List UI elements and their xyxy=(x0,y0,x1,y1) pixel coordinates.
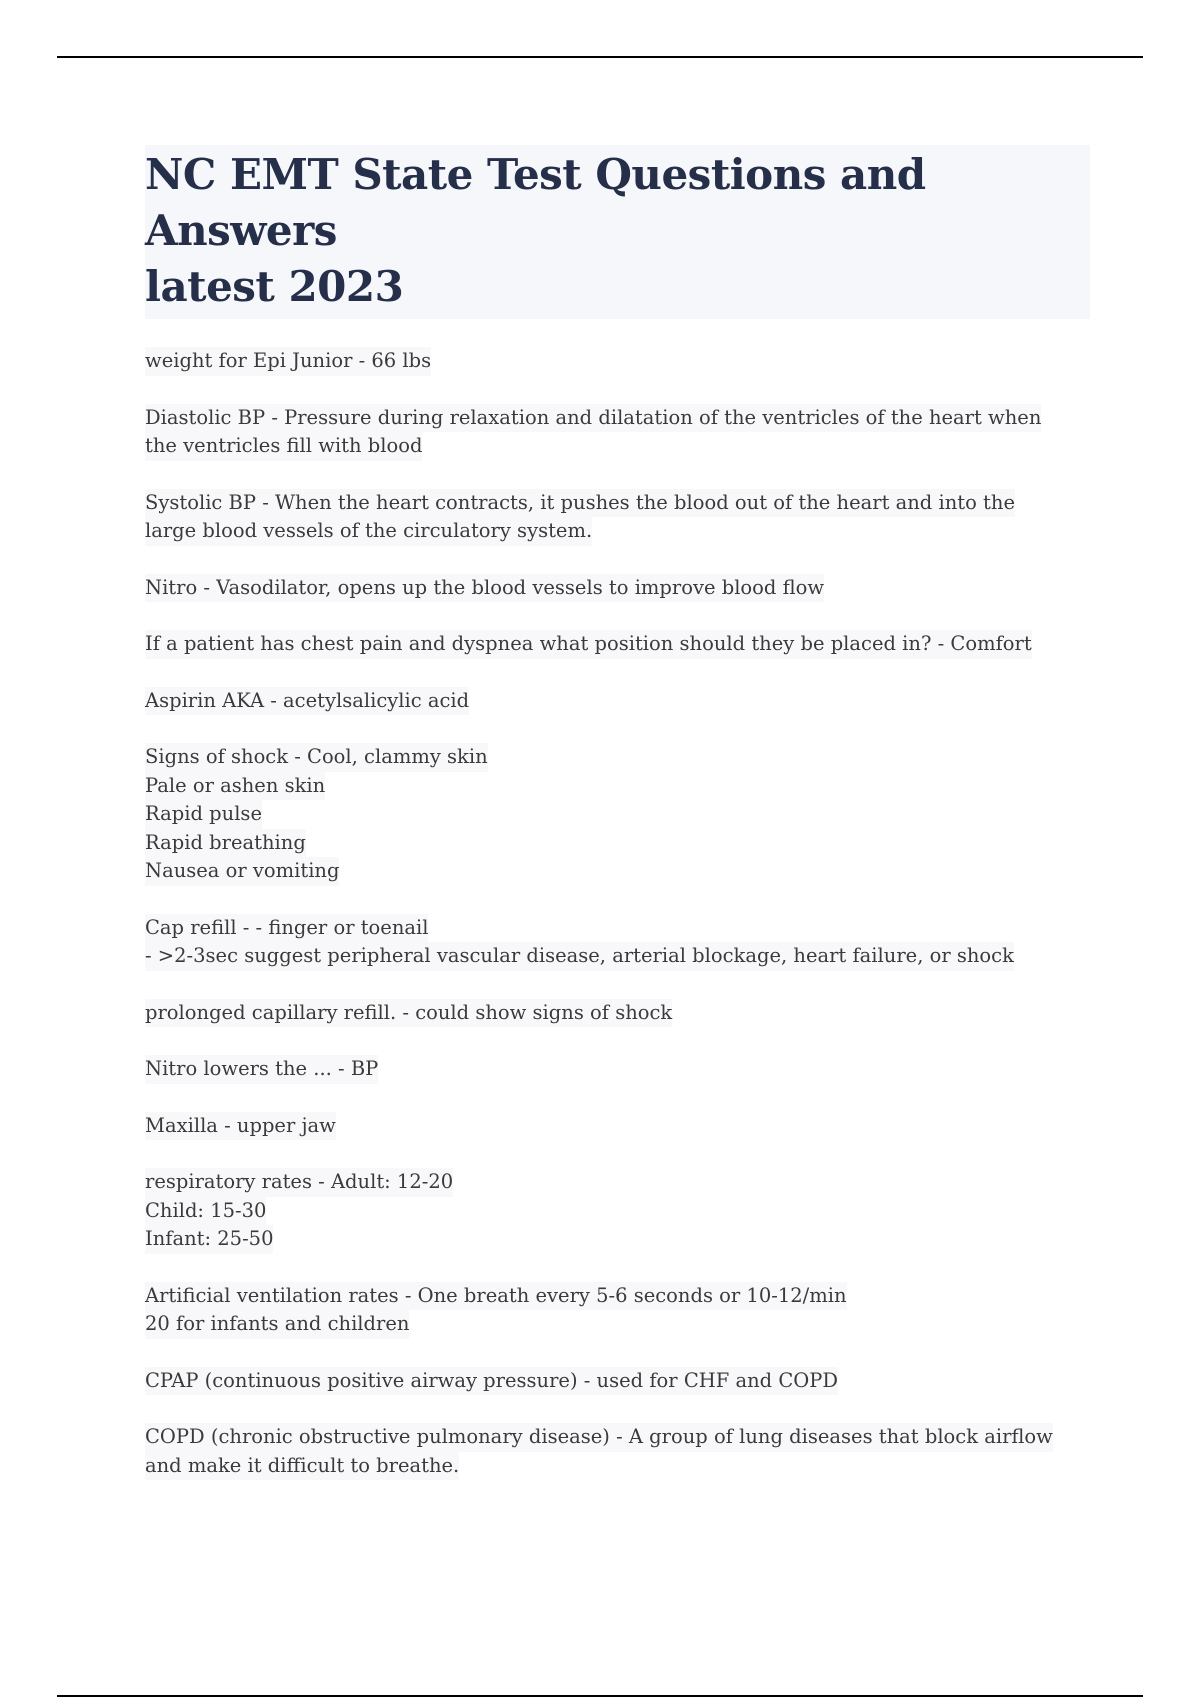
qa-entry-line: Infant: 25-50 xyxy=(145,1225,273,1254)
qa-entry xyxy=(145,1367,1090,1396)
qa-entry-line: Nausea or vomiting xyxy=(145,857,339,886)
qa-entry-line: and make it difficult to breathe. xyxy=(145,1452,459,1481)
title-line-1: NC EMT State Test Questions and Answers xyxy=(145,150,926,255)
qa-entry xyxy=(145,1055,1090,1084)
qa-entry xyxy=(145,999,1090,1028)
qa-entry-line: Maxilla - upper jaw xyxy=(145,1112,336,1141)
qa-entry-line: Artificial ventilation rates - One breath every 5-6 seconds or 10-12/min xyxy=(145,1282,847,1311)
qa-entry xyxy=(145,489,1090,546)
qa-entry xyxy=(145,574,1090,603)
qa-entry-line: the ventricles fill with blood xyxy=(145,432,422,461)
qa-entry-line: Diastolic BP - Pressure during relaxation and dilatation of the ventricles of the heart when xyxy=(145,404,1041,433)
qa-entry xyxy=(145,1168,1090,1254)
title-line-2: latest 2023 xyxy=(145,262,404,311)
qa-entry-line: Systolic BP - When the heart contracts, it pushes the blood out of the heart and into the xyxy=(145,489,1015,518)
qa-entry-line: prolonged capillary refill. - could show signs of shock xyxy=(145,999,672,1028)
header-rule xyxy=(57,56,1143,58)
qa-entry-line: respiratory rates - Adult: 12-20 xyxy=(145,1168,453,1197)
qa-entry xyxy=(145,630,1090,659)
qa-entry-line: Pale or ashen skin xyxy=(145,772,325,801)
qa-entry-line: If a patient has chest pain and dyspnea what position should they be placed in? - Comfort xyxy=(145,630,1032,659)
qa-entry-line: Nitro lowers the ... - BP xyxy=(145,1055,378,1084)
qa-entry xyxy=(145,1423,1090,1480)
qa-entry xyxy=(145,1112,1090,1141)
qa-entry xyxy=(145,687,1090,716)
qa-entry-line: large blood vessels of the circulatory system. xyxy=(145,517,592,546)
qa-entry-line: - >2-3sec suggest peripheral vascular disease, arterial blockage, heart failure, or shock xyxy=(145,942,1014,971)
qa-entry xyxy=(145,743,1090,886)
qa-entry-line: Rapid breathing xyxy=(145,829,306,858)
qa-entry xyxy=(145,404,1090,461)
qa-entry-line: Signs of shock - Cool, clammy skin xyxy=(145,743,488,772)
qa-entry-line: CPAP (continuous positive airway pressure) - used for CHF and COPD xyxy=(145,1367,838,1396)
qa-entry-line: Cap refill - - finger or toenail xyxy=(145,914,428,943)
footer-rule xyxy=(57,1695,1143,1697)
qa-entry-line: 20 for infants and children xyxy=(145,1310,409,1339)
document-page xyxy=(145,145,1090,1508)
qa-entry xyxy=(145,347,1090,376)
qa-entry-line: Aspirin AKA - acetylsalicylic acid xyxy=(145,687,469,716)
qa-entry-line: Rapid pulse xyxy=(145,800,262,829)
qa-entry-line: weight for Epi Junior - 66 lbs xyxy=(145,347,431,376)
qa-entry xyxy=(145,914,1090,971)
qa-entry-line: Child: 15-30 xyxy=(145,1197,266,1226)
qa-entry xyxy=(145,1282,1090,1339)
qa-entry-line: Nitro - Vasodilator, opens up the blood vessels to improve blood flow xyxy=(145,574,824,603)
document-title xyxy=(145,145,1090,319)
qa-entry-line: COPD (chronic obstructive pulmonary disease) - A group of lung diseases that block airflow xyxy=(145,1423,1053,1452)
qa-list xyxy=(145,347,1090,1480)
